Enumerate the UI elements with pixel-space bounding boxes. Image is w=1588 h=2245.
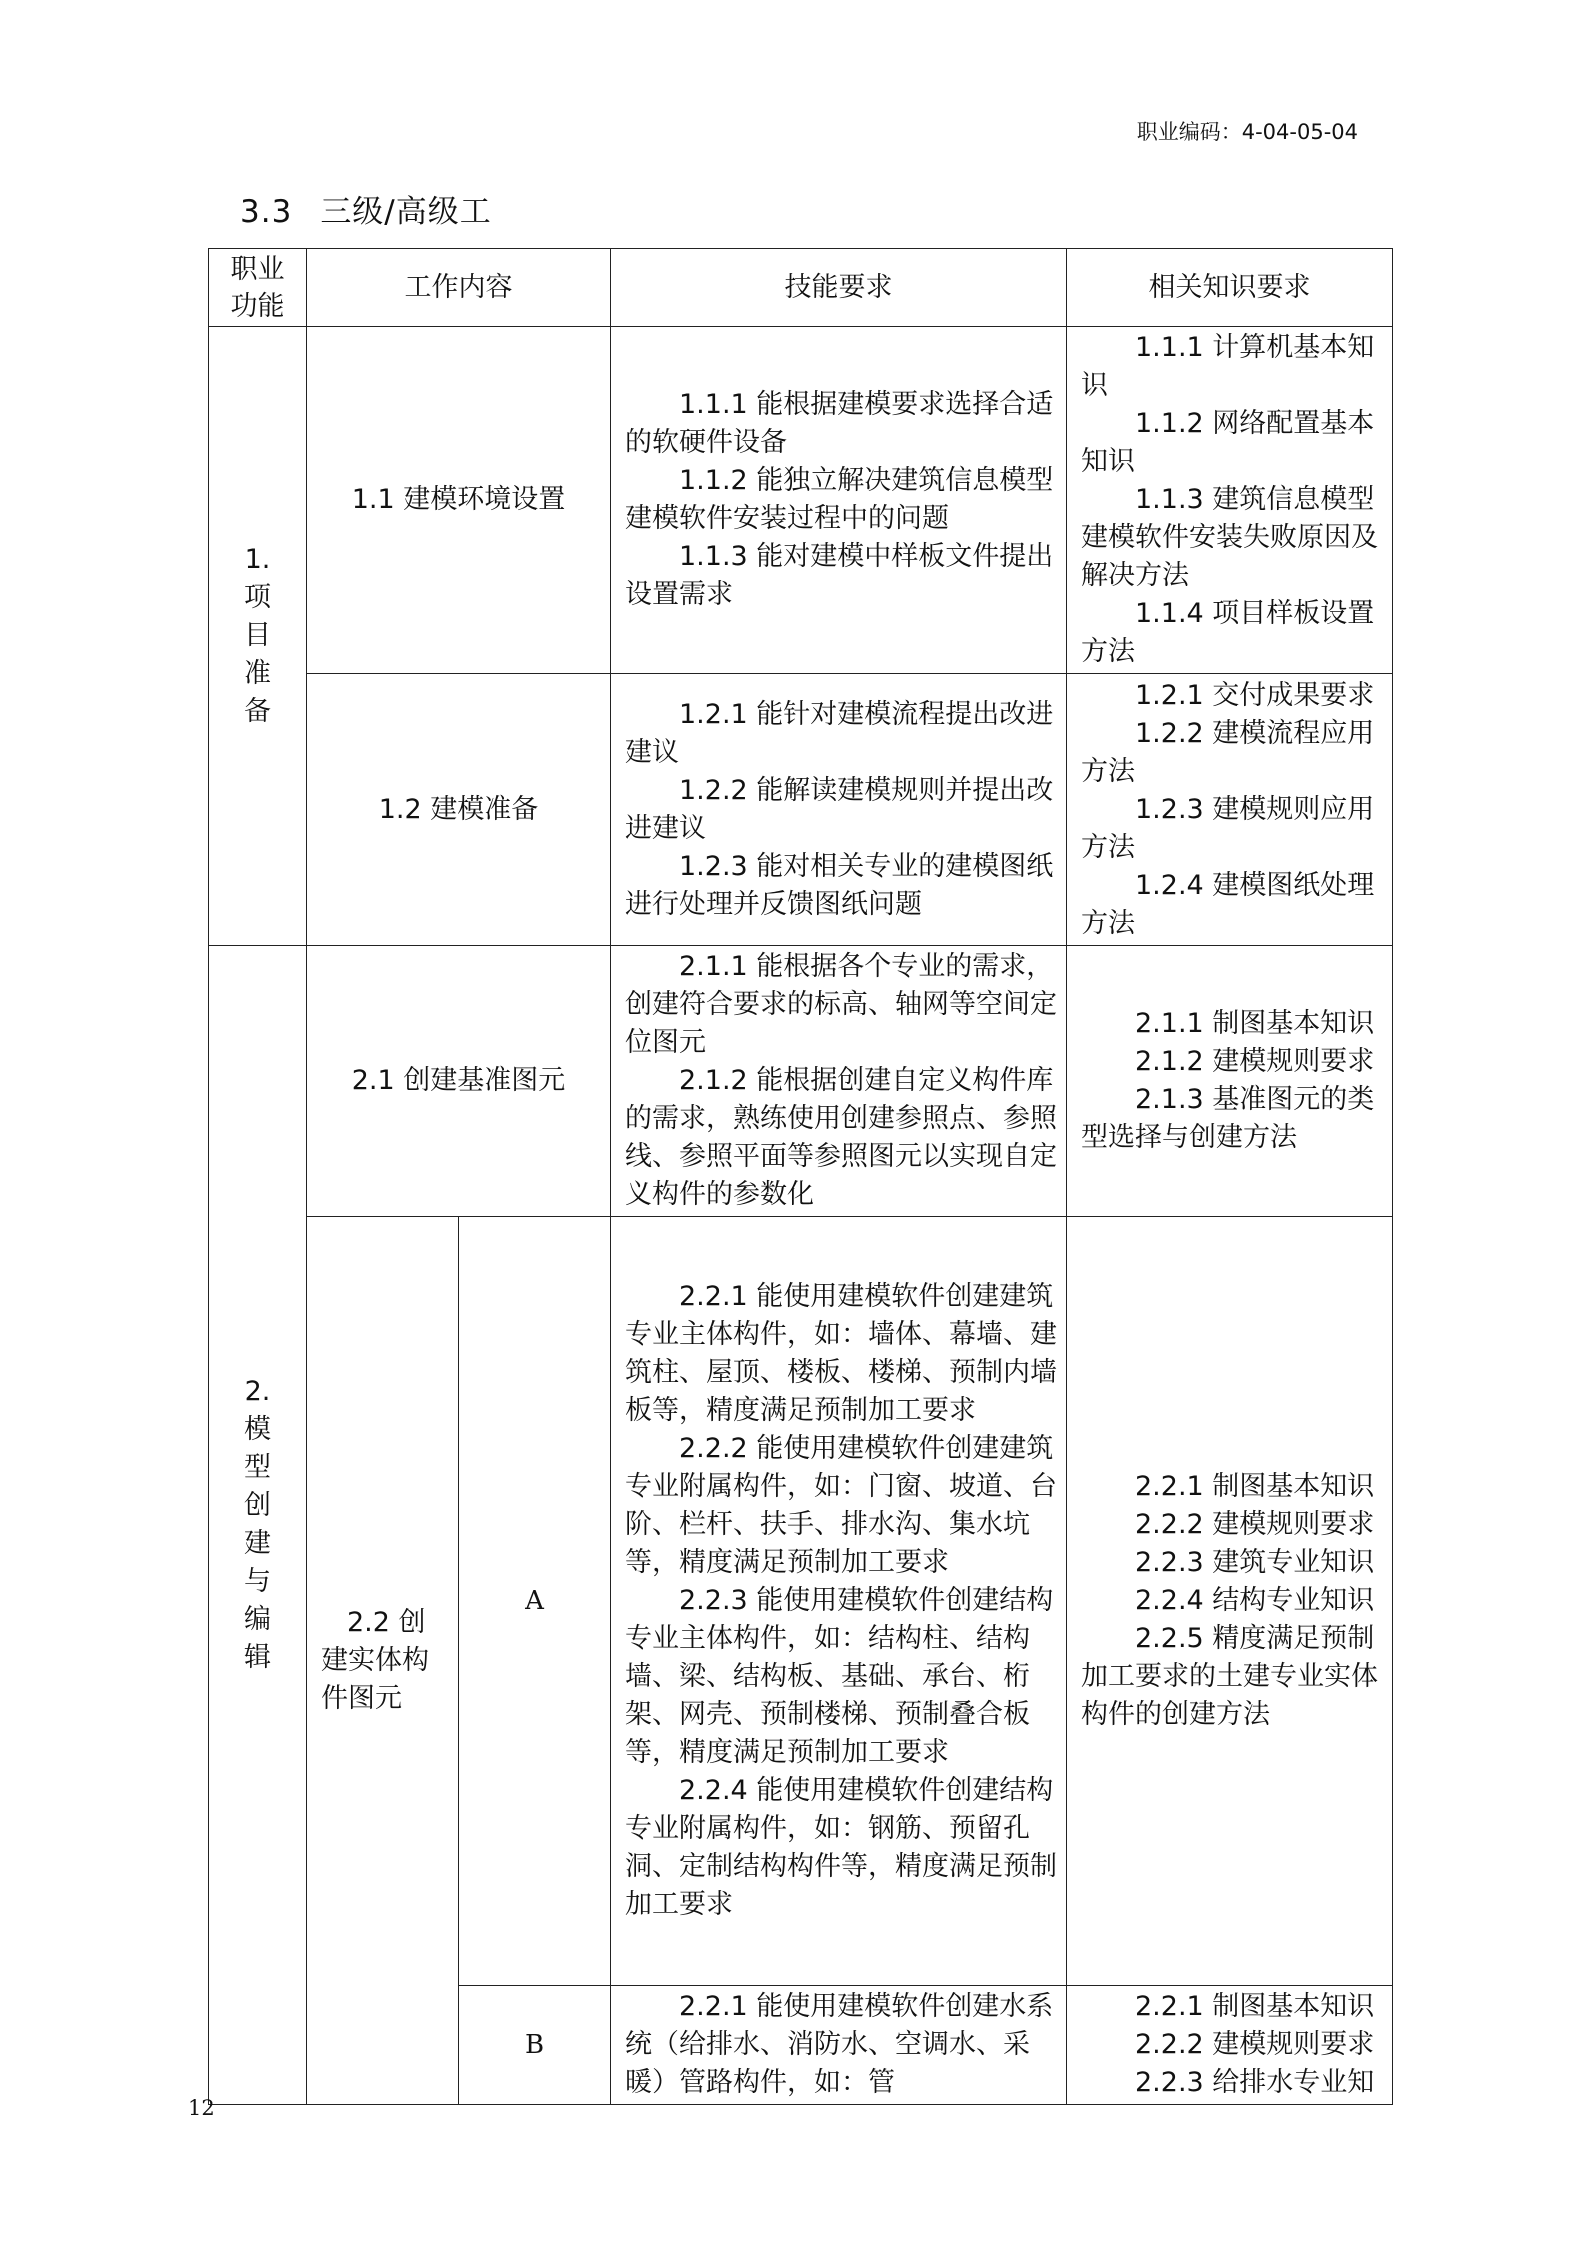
knowledge-cell: 2.2.1 制图基本知识 2.2.2 建模规则要求 2.2.3 给排水专业知	[1067, 1986, 1393, 2105]
function-2: 2. 模 型 创 建 与 编 辑	[209, 946, 307, 2105]
knowledge-cell: 2.1.1 制图基本知识 2.1.2 建模规则要求 2.1.3 基准图元的类型选择与创建方法	[1067, 946, 1393, 1217]
table-row	[209, 946, 1393, 1217]
skills-table	[208, 248, 1393, 2105]
header-function: 职业功能	[209, 249, 307, 327]
knowledge-cell: 2.2.1 制图基本知识 2.2.2 建模规则要求 2.2.3 建筑专业知识 2.2.4 结构专业知识 2.2.5 精度满足预制加工要求的土建专业实体构件的创建方法	[1067, 1217, 1393, 1986]
table-header-row	[209, 249, 1393, 327]
sub-category-a: A	[459, 1217, 611, 1986]
table-row	[209, 1217, 1393, 1986]
work-content: 2.1 创建基准图元	[307, 946, 611, 1217]
skill-cell: 2.2.1 能使用建模软件创建建筑专业主体构件，如：墙体、幕墙、建筑柱、屋顶、楼板、楼梯、预制内墙板等，精度满足预制加工要求 2.2.2 能使用建模软件创建建筑专业附属构件，如：门窗、坡道、台阶、栏杆、扶手、排水沟、集水坑等，精度满足预制加工要求 2.2.3 能使用建模软件创建结构专业主体构件，如：结构柱、结构墙、梁、结构板、基础、承台、桁架、网壳、预制楼梯、预制叠合板等，精度满足预制加工要求 2.2.4 能使用建模软件创建结构专业附属构件，如：钢筋、预留孔洞、定制结构构件等，精度满足预制加工要求	[611, 1217, 1067, 1986]
occupation-code: 职业编码：4-04-05-04	[1136, 120, 1358, 144]
work-content: 2.2 创建实体构件图元	[307, 1217, 459, 2105]
skill-cell: 1.1.1 能根据建模要求选择合适的软硬件设备 1.1.2 能独立解决建筑信息模型建模软件安装过程中的问题 1.1.3 能对建模中样板文件提出设置需求	[611, 327, 1067, 674]
section-number: 3.3	[240, 194, 293, 230]
work-content: 1.2 建模准备	[307, 674, 611, 946]
table-row	[209, 327, 1393, 674]
skill-cell: 1.2.1 能针对建模流程提出改进建议 1.2.2 能解读建模规则并提出改进建议 1.2.3 能对相关专业的建模图纸进行处理并反馈图纸问题	[611, 674, 1067, 946]
sub-category-b: B	[459, 1986, 611, 2105]
knowledge-cell: 1.2.1 交付成果要求 1.2.2 建模流程应用方法 1.2.3 建模规则应用方法 1.2.4 建模图纸处理方法	[1067, 674, 1393, 946]
header-work: 工作内容	[307, 249, 611, 327]
page-number: 12	[188, 2096, 215, 2120]
skill-cell: 2.1.1 能根据各个专业的需求，创建符合要求的标高、轴网等空间定位图元 2.1.2 能根据创建自定义构件库的需求，熟练使用创建参照点、参照线、参照平面等参照图元以实现自定义构件的参数化	[611, 946, 1067, 1217]
table-row	[209, 674, 1393, 946]
function-1: 1. 项 目 准 备	[209, 327, 307, 946]
knowledge-cell: 1.1.1 计算机基本知识 1.1.2 网络配置基本知识 1.1.3 建筑信息模型建模软件安装失败原因及解决方法 1.1.4 项目样板设置方法	[1067, 327, 1393, 674]
section-title-text: 三级/高级工	[320, 194, 492, 230]
section-title	[240, 186, 492, 231]
work-content: 1.1 建模环境设置	[307, 327, 611, 674]
skill-cell: 2.2.1 能使用建模软件创建水系统（给排水、消防水、空调水、采暖）管路构件，如：管	[611, 1986, 1067, 2105]
header-skills: 技能要求	[611, 249, 1067, 327]
header-knowledge: 相关知识要求	[1067, 249, 1393, 327]
